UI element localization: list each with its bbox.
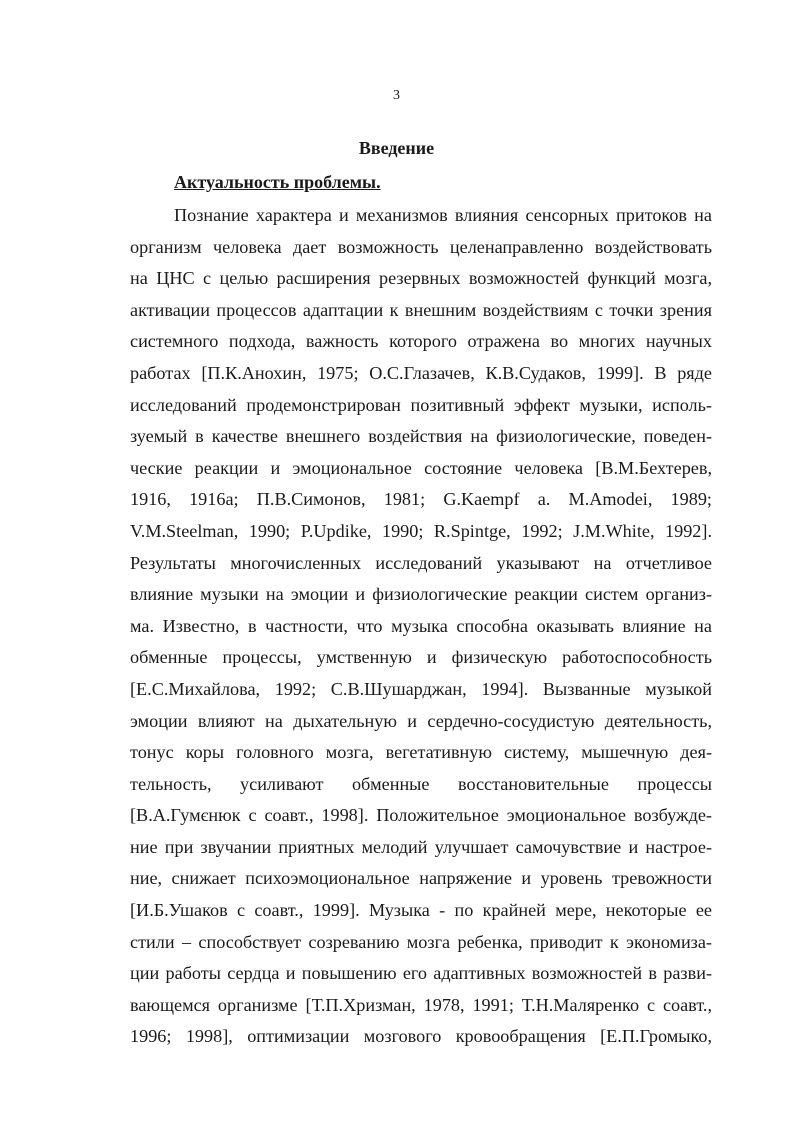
page-number: 3 <box>393 88 400 103</box>
text-line: 1996; 1998], оптимизации мозгового кровообращения [Е.П.Громыко, <box>130 1026 712 1047</box>
text-line: 1916, 1916а; П.В.Симонов, 1981; G.Kaempf a. M.Amodei, 1989; <box>130 489 712 510</box>
text-line: активации процессов адаптации к внешним воздействиям с точки зрения <box>130 299 712 320</box>
text-line: работах [П.К.Анохин, 1975; О.С.Глазачев, К.В.Судаков, 1999]. В ряде <box>130 362 712 383</box>
text-line: тельность, усиливают обменные восстановительные процессы <box>130 773 712 794</box>
text-line: ние, снижает психоэмоциональное напряжение и уровень тревожности <box>130 868 712 889</box>
text-line: Результаты многочисленных исследований указывают на отчетливое <box>130 552 712 573</box>
text-line: исследований продемонстрирован позитивный эффект музыки, исполь- <box>130 394 712 415</box>
text-line: стили – способствует созреванию мозга ребенка, приводит к экономиза- <box>130 931 712 952</box>
text-line: эмоции влияют на дыхательную и сердечно-сосудистую деятельность, <box>130 710 712 731</box>
text-line: V.M.Steelman, 1990; P.Updike, 1990; R.Spintge, 1992; J.M.White, 1992]. <box>130 520 712 541</box>
text-line: вающемся организме [Т.П.Хризман, 1978, 1991; Т.Н.Маляренко с соавт., <box>130 994 712 1015</box>
body-text <box>130 200 712 1053</box>
text-line: ческие реакции и эмоциональное состояние человека [В.М.Бехтерев, <box>130 457 712 478</box>
text-line: системного подхода, важность которого отражена во многих научных <box>130 331 712 352</box>
text-line: обменные процессы, умственную и физическую работоспособность <box>130 647 712 668</box>
section-heading: Введение <box>358 138 435 158</box>
text-line: организм человека дает возможность целенаправленно воздействовать <box>130 236 712 257</box>
text-line: влияние музыки на эмоции и физиологические реакции систем организ- <box>130 584 712 605</box>
text-line: тонус коры головного мозга, вегетативную систему, мышечную дея- <box>130 742 712 763</box>
text-line: зуемый в качестве внешнего воздействия на физиологические, поведен- <box>130 426 712 447</box>
text-line: ние при звучании приятных мелодий улучшает самочувствие и настрое- <box>130 836 712 857</box>
text-line: на ЦНС с целью расширения резервных возможностей функций мозга, <box>130 268 712 289</box>
text-line: [И.Б.Ушаков с соавт., 1999]. Музыка - по крайней мере, некоторые ее <box>130 900 712 921</box>
text-line: [В.А.Гумєнюк с соавт., 1998]. Положительное эмоциональное возбужде- <box>130 805 712 826</box>
section-subheading: Актуальность проблемы. <box>174 172 381 192</box>
text-line: [Е.С.Михайлова, 1992; С.В.Шушарджан, 1994]. Вызванные музыкой <box>130 678 712 699</box>
text-line: ции работы сердца и повышению его адаптивных возможностей в разви- <box>130 963 712 984</box>
text-line: Познание характера и механизмов влияния сенсорных притоков на <box>174 205 712 225</box>
text-line: ма. Известно, в частности, что музыка способна оказывать влияние на <box>130 615 712 636</box>
